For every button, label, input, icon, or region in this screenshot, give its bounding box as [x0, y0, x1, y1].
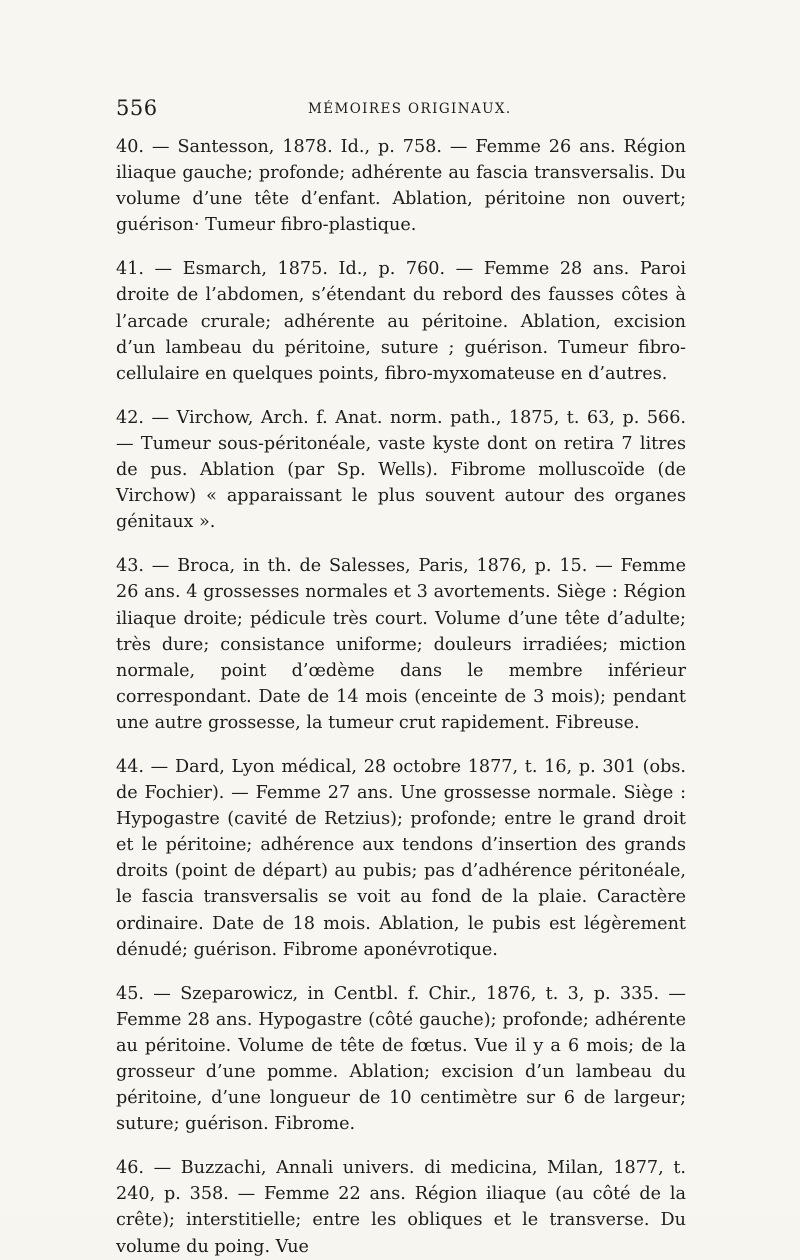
case-entry-41: 41. — Esmarch, 1875. Id., p. 760. — Femme 28 ans. Paroi droite de l’abdomen, s’étendant du rebord des fausses côtes à l’arcade crurale; adhérente au péritoine. Ablation, excision d’un lambeau du péritoine, suture ; guérison. Tumeur fibro-cellulaire en quelques points, fibro-myxomateuse en d’autres.: [116, 259, 686, 384]
page-number: 556: [116, 96, 158, 120]
case-entry-40: 40. — Santesson, 1878. Id., p. 758. — Femme 26 ans. Région iliaque gauche; profonde; adhérente au fascia transversalis. Du volume d’une tête d’enfant. Ablation, péritoine non ouvert; guérison· Tumeur fibro-plastique.: [116, 137, 686, 236]
case-entry-45: 45. — Szeparowicz, in Centbl. f. Chir., 1876, t. 3, p. 335. — Femme 28 ans. Hypogastre (côté gauche); profonde; adhérente au péritoine. Volume de tête de fœtus. Vue il y a 6 mois; de la grosseur d’une pomme. Ablation; excision d’un lambeau du péritoine, d’une longueur de 10 centimètre sur 6 de largeur; suture; guérison. Fibrome.: [116, 983, 686, 1135]
case-entry-43: 43. — Broca, in th. de Salesses, Paris, 1876, p. 15. — Femme 26 ans. 4 grossesses normales et 3 avortements. Siège : Région iliaque droite; pédicule très court. Volume d’une tête d’adulte; très dure; consistance uniforme; douleurs irradiées; miction normale, point d’œdème dans le membre inférieur correspondant. Date de 14 mois (enceinte de 3 mois); pendant une autre grossesse, la tumeur crut rapidement. Fibreuse.: [116, 556, 686, 733]
case-entry-44: 44. — Dard, Lyon médical, 28 octobre 1877, t. 16, p. 301 (obs. de Fochier). — Femme 27 ans. Une grossesse normale. Siège : Hypogastre (cavité de Retzius); profonde; entre le grand droit et le péritoine; adhérence aux tendons d’insertion des grands droits (point de départ) au pubis; pas d’adhérence péritonéale, le fascia transversalis se voit au fond de la plaie. Caractère ordinaire. Date de 18 mois. Ablation, le pubis est légèrement dénudé; guérison. Fibrome aponévrotique.: [116, 756, 686, 960]
running-title: MÉMOIRES ORIGINAUX.: [308, 101, 512, 117]
case-entry-42: 42. — Virchow, Arch. f. Anat. norm. path., 1875, t. 63, p. 566. — Tumeur sous-péritonéale, vaste kyste dont on retira 7 litres de pus. Ablation (par Sp. Wells). Fibrome molluscoïde (de Virchow) « apparaissant le plus souvent autour des organes génitaux ».: [116, 407, 686, 533]
case-list: [116, 134, 686, 1260]
case-entry-46: 46. — Buzzachi, Annali univers. di medicina, Milan, 1877, t. 240, p. 358. — Femme 22 ans. Région iliaque (au côté de la crête); interstitielle; entre les obliques et le transverse. Du volume du poing. Vue: [116, 1158, 686, 1257]
page-header: [116, 96, 686, 126]
